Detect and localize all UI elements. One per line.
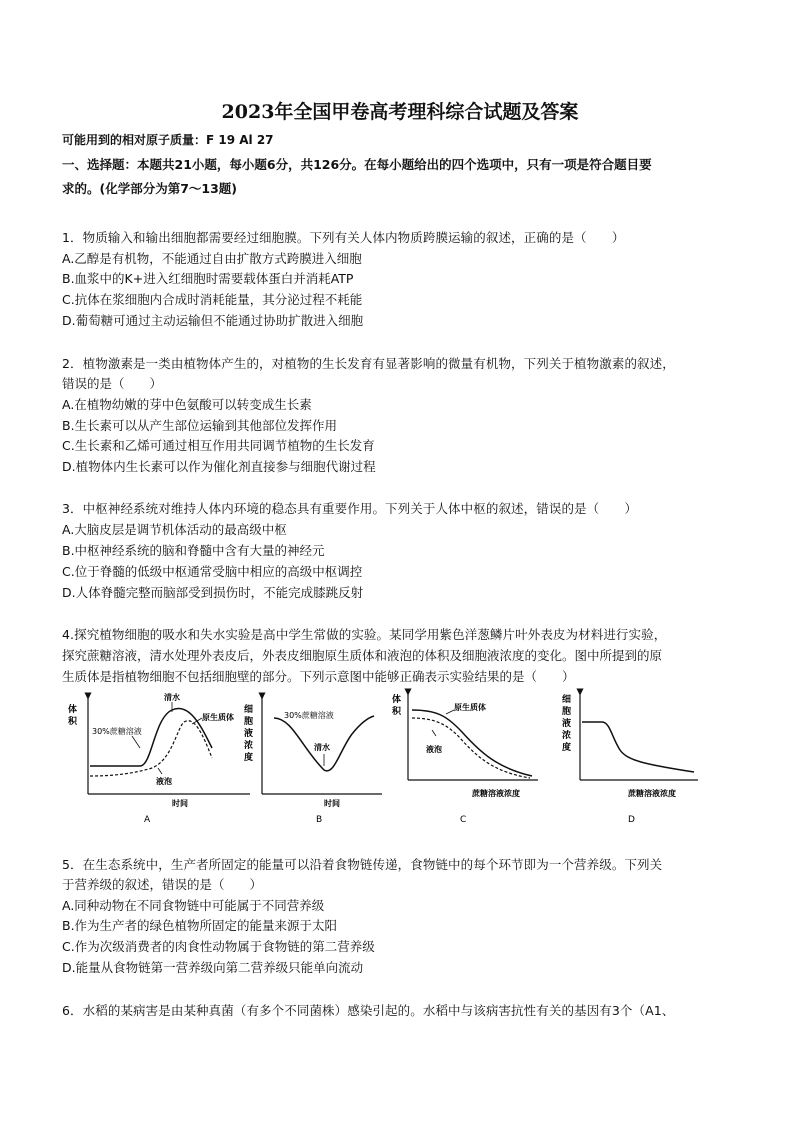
figure-a-ylabel-1: 体 bbox=[68, 705, 78, 715]
question-3-option-b: B.中枢神经系统的脑和脊髓中含有大量的神经元 bbox=[62, 543, 325, 558]
question-3-option-d: D.人体脊髓完整而脑部受到损伤时，不能完成膝跳反射 bbox=[62, 585, 364, 600]
figure-c-ylabel-1: 体 bbox=[392, 695, 402, 705]
question-5-option-b: B.作为生产者的绿色植物所固定的能量来源于太阳 bbox=[62, 918, 338, 933]
figure-c-protoplast-curve bbox=[412, 710, 532, 776]
question-4-stem-3: 生质体是指植物细胞不包括细胞壁的部分。下列示意图中能够正确表示实验结果的是（ ） bbox=[62, 669, 575, 684]
question-5-option-d: D.能量从食物链第一营养级向第二营养级只能单向流动 bbox=[62, 960, 364, 975]
figure-c-xlabel: 蔗糖溶液浓度 bbox=[472, 789, 520, 798]
figure-a-label-water: 清水 bbox=[164, 693, 180, 702]
question-2-option-b: B.生长素可以从产生部位运输到其他部位发挥作用 bbox=[62, 418, 338, 433]
figure-d-ylabel-3: 液 bbox=[562, 719, 572, 729]
section-instructions-2: 求的。(化学部分为第7～13题) bbox=[62, 181, 238, 196]
figure-c-caption: C bbox=[460, 815, 467, 825]
figure-d-ylabel-1: 细 bbox=[562, 695, 572, 705]
figure-c-label-proto: 原生质体 bbox=[454, 703, 486, 712]
question-5-stem-2: 于营养级的叙述，错误的是（ ） bbox=[62, 877, 263, 892]
question-6-stem-1: 6．水稻的某病害是由某种真菌（有多个不同菌株）感染引起的。水稻中与该病害抗性有关的基因有3个（A1、 bbox=[62, 1003, 675, 1018]
question-4-stem-1: 4.探究植物细胞的吸水和失水实验是高中学生常做的实验。某同学用紫色洋葱鳞片叶外表皮为材料进行实验， bbox=[62, 627, 667, 642]
figure-a-label-sucrose: 30%蔗糖溶液 bbox=[92, 727, 142, 736]
figure-b-ylabel-1: 细 bbox=[244, 705, 254, 715]
figure-a-ylabel-2: 积 bbox=[68, 717, 78, 727]
figure-d-ylabel-4: 浓 bbox=[562, 731, 572, 741]
figure-c-ylabel-2: 积 bbox=[392, 707, 402, 717]
figure-b-label-water: 清水 bbox=[314, 743, 330, 752]
question-2-option-d: D.植物体内生长素可以作为催化剂直接参与细胞代谢过程 bbox=[62, 459, 376, 474]
question-3-stem: 3．中枢神经系统对维持人体内环境的稳态具有重要作用。下列关于人体中枢的叙述，错误的是（ ） bbox=[62, 501, 638, 516]
question-5-option-a: A.同种动物在不同食物链中可能属于不同营养级 bbox=[62, 898, 325, 913]
figure-a-label-vac: 液泡 bbox=[156, 777, 172, 786]
figure-b-ylabel-4: 浓 bbox=[244, 741, 254, 751]
figure-a-protoplast-curve bbox=[90, 709, 212, 766]
figure-d-xlabel: 蔗糖溶液浓度 bbox=[628, 789, 676, 798]
figure-c bbox=[392, 692, 538, 825]
question-5-option-c: C.作为次级消费者的肉食性动物属于食物链的第二营养级 bbox=[62, 939, 375, 954]
question-5-stem-1: 5．在生态系统中，生产者所固定的能量可以沿着食物链传递，食物链中的每个环节即为一个营养级。下列关 bbox=[62, 857, 663, 872]
figure-a-caption: A bbox=[144, 815, 151, 825]
question-2-option-c: C.生长素和乙烯可通过相互作用共同调节植物的生长发育 bbox=[62, 438, 375, 453]
atomic-masses: 可能用到的相对原子质量：F 19 Al 27 bbox=[62, 133, 274, 147]
question-2-stem-1: 2．植物激素是一类由植物体产生的，对植物的生长发育有显著影响的微量有机物，下列关于植物激素的叙述， bbox=[62, 356, 675, 371]
page-title: 2023年全国甲卷高考理科综合试题及答案 bbox=[221, 101, 579, 123]
question-3-option-a: A.大脑皮层是调节机体活动的最高级中枢 bbox=[62, 522, 287, 537]
figure-a bbox=[68, 692, 250, 825]
question-4-stem-2: 探究蔗糖溶液，清水处理外表皮后，外表皮细胞原生质体和液泡的体积及细胞液浓度的变化。图中所提到的原 bbox=[62, 648, 663, 663]
question-1-option-c: C.抗体在浆细胞内合成时消耗能量，其分泌过程不耗能 bbox=[62, 292, 363, 307]
figure-b-xlabel: 时间 bbox=[324, 799, 340, 808]
section-instructions-1: 一、选择题：本题共21小题，每小题6分，共126分。在每小题给出的四个选项中，只有一项是符合题目要 bbox=[62, 157, 652, 172]
question-2-option-a: A.在植物幼嫩的芽中色氨酸可以转变成生长素 bbox=[62, 397, 312, 412]
figure-d bbox=[562, 692, 698, 825]
figure-d-ylabel-5: 度 bbox=[562, 743, 572, 753]
question-1-option-a: A.乙醇是有机物，不能通过自由扩散方式跨膜进入细胞 bbox=[62, 251, 362, 266]
figure-b bbox=[244, 696, 382, 825]
question-1-option-b: B.血浆中的K+进入红细胞时需要载体蛋白并消耗ATP bbox=[62, 271, 354, 286]
figure-b-ylabel-2: 胞 bbox=[244, 717, 254, 727]
question-2-stem-2: 错误的是（ ） bbox=[62, 376, 163, 391]
figure-d-curve bbox=[582, 722, 694, 772]
figure-d-caption: D bbox=[628, 815, 635, 825]
figure-b-caption: B bbox=[316, 815, 323, 825]
figure-b-label-sucrose: 30%蔗糖溶液 bbox=[284, 711, 334, 720]
figure-b-ylabel-5: 度 bbox=[244, 753, 254, 763]
question-4-figures bbox=[62, 688, 738, 828]
question-1-option-d: D.葡萄糖可通过主动运输但不能通过协助扩散进入细胞 bbox=[62, 313, 364, 328]
question-1-stem: 1．物质输入和输出细胞都需要经过细胞膜。下列有关人体内物质跨膜运输的叙述，正确的是（ ） bbox=[62, 230, 625, 245]
figure-c-label-vac: 液泡 bbox=[426, 745, 442, 754]
figure-a-label-proto: 原生质体 bbox=[202, 713, 234, 722]
figure-b-ylabel-3: 液 bbox=[244, 729, 254, 739]
figure-a-xlabel: 时间 bbox=[172, 799, 188, 808]
question-3-option-c: C.位于脊髓的低级中枢通常受脑中相应的高级中枢调控 bbox=[62, 564, 363, 579]
figure-d-ylabel-2: 胞 bbox=[562, 707, 572, 717]
